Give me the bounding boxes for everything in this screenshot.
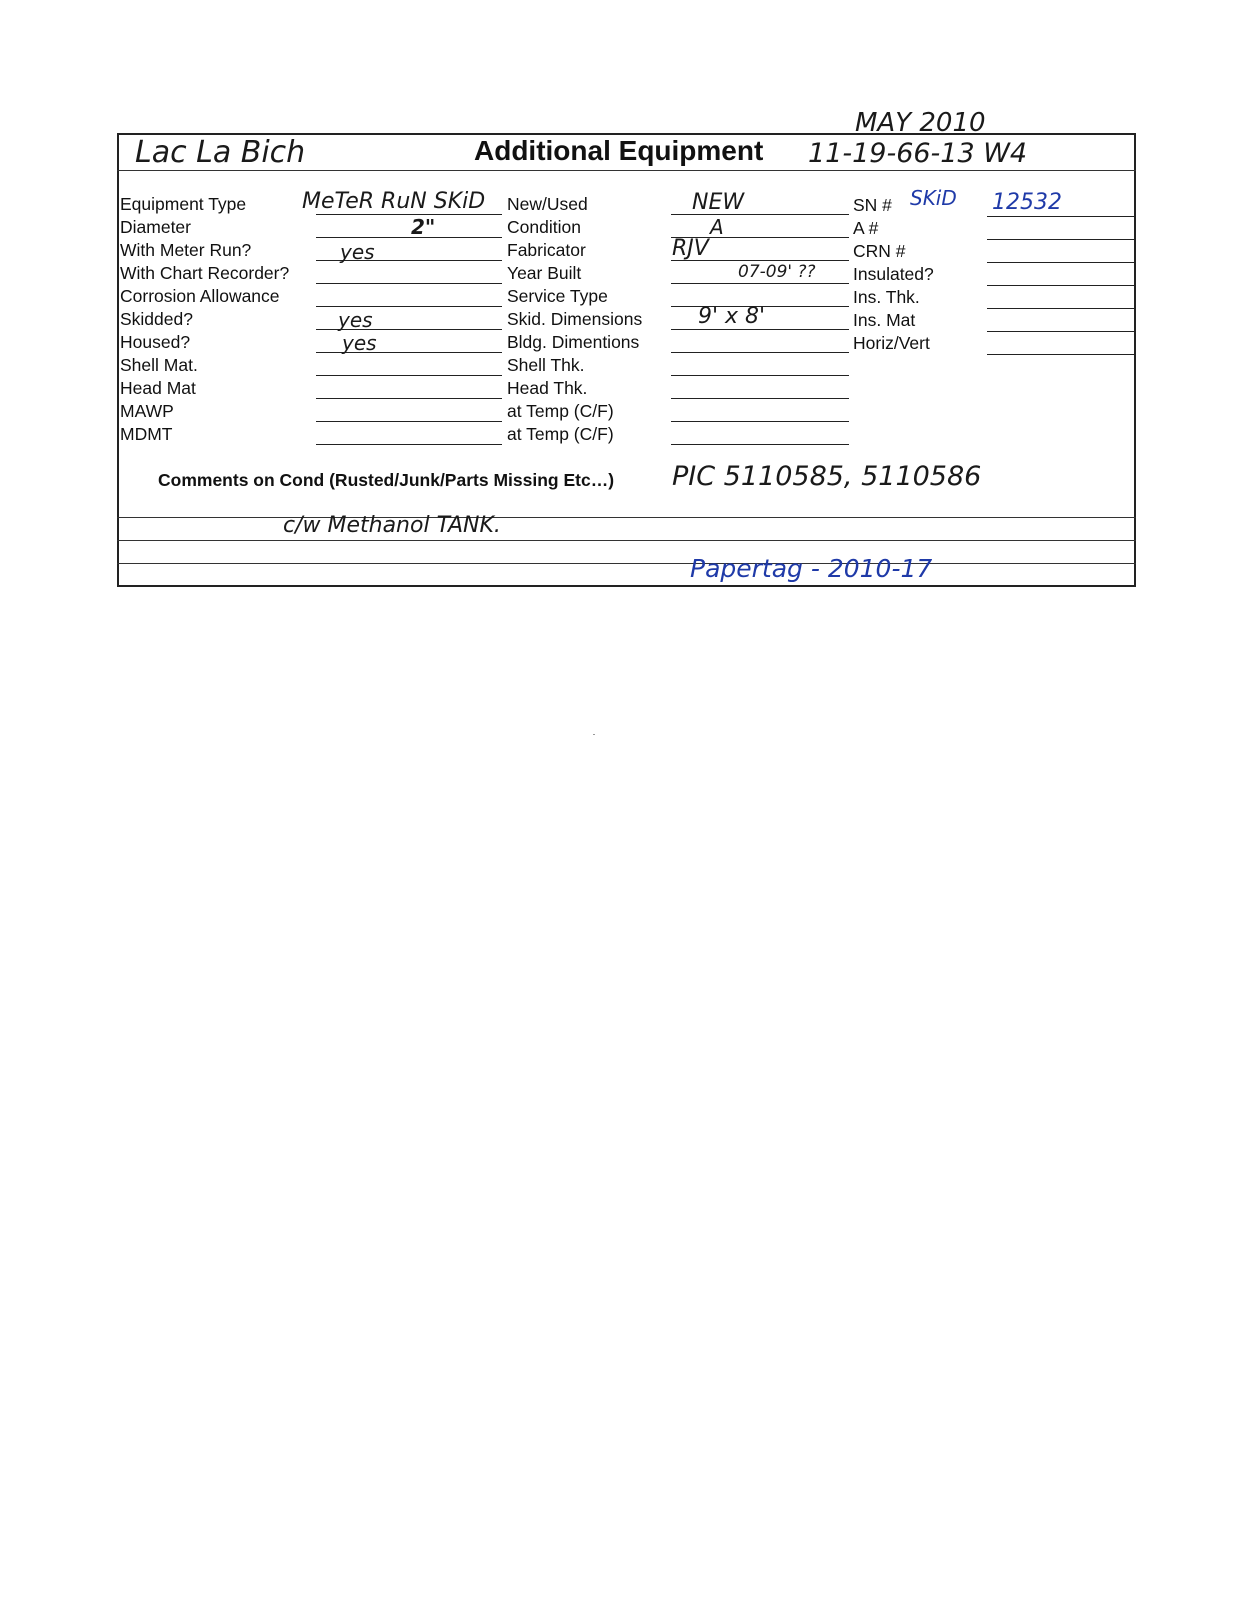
label-skid-dimensions: Skid. Dimensions [507, 309, 643, 329]
label-housed: Housed? [120, 332, 191, 352]
field-line [316, 214, 502, 215]
label-with-chart-recorder: With Chart Recorder? [120, 263, 290, 283]
label-horiz-vert: Horiz/Vert [853, 333, 930, 353]
label-skidded: Skidded? [120, 309, 193, 329]
label-equipment-type: Equipment Type [120, 194, 247, 214]
field-line [987, 216, 1135, 217]
value-sn-prefix: SKiD [910, 186, 957, 210]
field-line [316, 444, 502, 445]
value-sn: 12532 [992, 190, 1062, 215]
comments-label: Comments on Cond (Rusted/Junk/Parts Missing Etc…) [158, 470, 615, 490]
comments-line-2 [117, 540, 1136, 541]
field-line [987, 262, 1135, 263]
label-sn: SN # [853, 195, 892, 215]
label-mawp: MAWP [120, 401, 174, 421]
field-line [316, 398, 502, 399]
value-fabricator: RJV [672, 236, 709, 261]
field-line [671, 444, 849, 445]
label-mdmt: MDMT [120, 424, 173, 444]
lsd-handwriting: 11-19-66-13 W4 [808, 138, 1028, 169]
field-line [316, 237, 502, 238]
scan-speck [593, 734, 595, 735]
field-line [671, 329, 849, 330]
value-year-built: 07-09' ?? [738, 262, 816, 282]
field-line [671, 283, 849, 284]
header-divider [117, 170, 1136, 171]
value-skid-dimensions: 9' x 8' [698, 304, 766, 329]
label-condition: Condition [507, 217, 581, 237]
value-skidded: yes [338, 308, 373, 332]
field-line [316, 283, 502, 284]
value-diameter: 2" [411, 215, 436, 239]
field-line [316, 306, 502, 307]
label-diameter: Diameter [120, 217, 191, 237]
label-with-meter-run: With Meter Run? [120, 240, 252, 260]
label-a-number: A # [853, 218, 879, 238]
equipment-form [117, 133, 1136, 587]
field-line [987, 285, 1135, 286]
comments-text-line: c/w Methanol TANK. [283, 513, 501, 538]
label-head-thk: Head Thk. [507, 378, 588, 398]
value-new-used: NEW [692, 190, 745, 215]
field-line [987, 308, 1135, 309]
field-line [671, 421, 849, 422]
field-line [987, 354, 1135, 355]
label-fabricator: Fabricator [507, 240, 586, 260]
field-line [671, 398, 849, 399]
field-line [671, 375, 849, 376]
label-insulated: Insulated? [853, 264, 934, 284]
paper-tag-note: Papertag - 2010-17 [690, 554, 933, 583]
field-line [987, 239, 1135, 240]
label-crn: CRN # [853, 241, 906, 261]
label-shell-thk: Shell Thk. [507, 355, 585, 375]
label-at-temp-2: at Temp (C/F) [507, 424, 614, 444]
date-handwriting: MAY 2010 [855, 108, 986, 138]
field-line [671, 352, 849, 353]
comments-line-3 [117, 563, 1136, 564]
label-service-type: Service Type [507, 286, 608, 306]
value-equipment-type: MeTeR RuN SKiD [302, 189, 486, 214]
label-head-mat: Head Mat [120, 378, 196, 398]
location-handwriting: Lac La Bich [135, 135, 306, 170]
field-line [316, 421, 502, 422]
value-housed: yes [342, 331, 377, 355]
label-bldg-dimentions: Bldg. Dimentions [507, 332, 640, 352]
comments-line-1 [117, 517, 1136, 518]
field-line [987, 331, 1135, 332]
label-year-built: Year Built [507, 263, 582, 283]
field-line [316, 375, 502, 376]
label-shell-mat: Shell Mat. [120, 355, 198, 375]
value-condition: A [710, 215, 724, 239]
label-corrosion-allowance: Corrosion Allowance [120, 286, 280, 306]
label-new-used: New/Used [507, 194, 588, 214]
form-title: Additional Equipment [474, 135, 764, 166]
label-at-temp-1: at Temp (C/F) [507, 401, 614, 421]
comments-pic-numbers: PIC 5110585, 5110586 [672, 461, 982, 492]
label-ins-mat: Ins. Mat [853, 310, 916, 330]
value-with-meter-run: yes [340, 240, 375, 264]
label-ins-thk: Ins. Thk. [853, 287, 920, 307]
